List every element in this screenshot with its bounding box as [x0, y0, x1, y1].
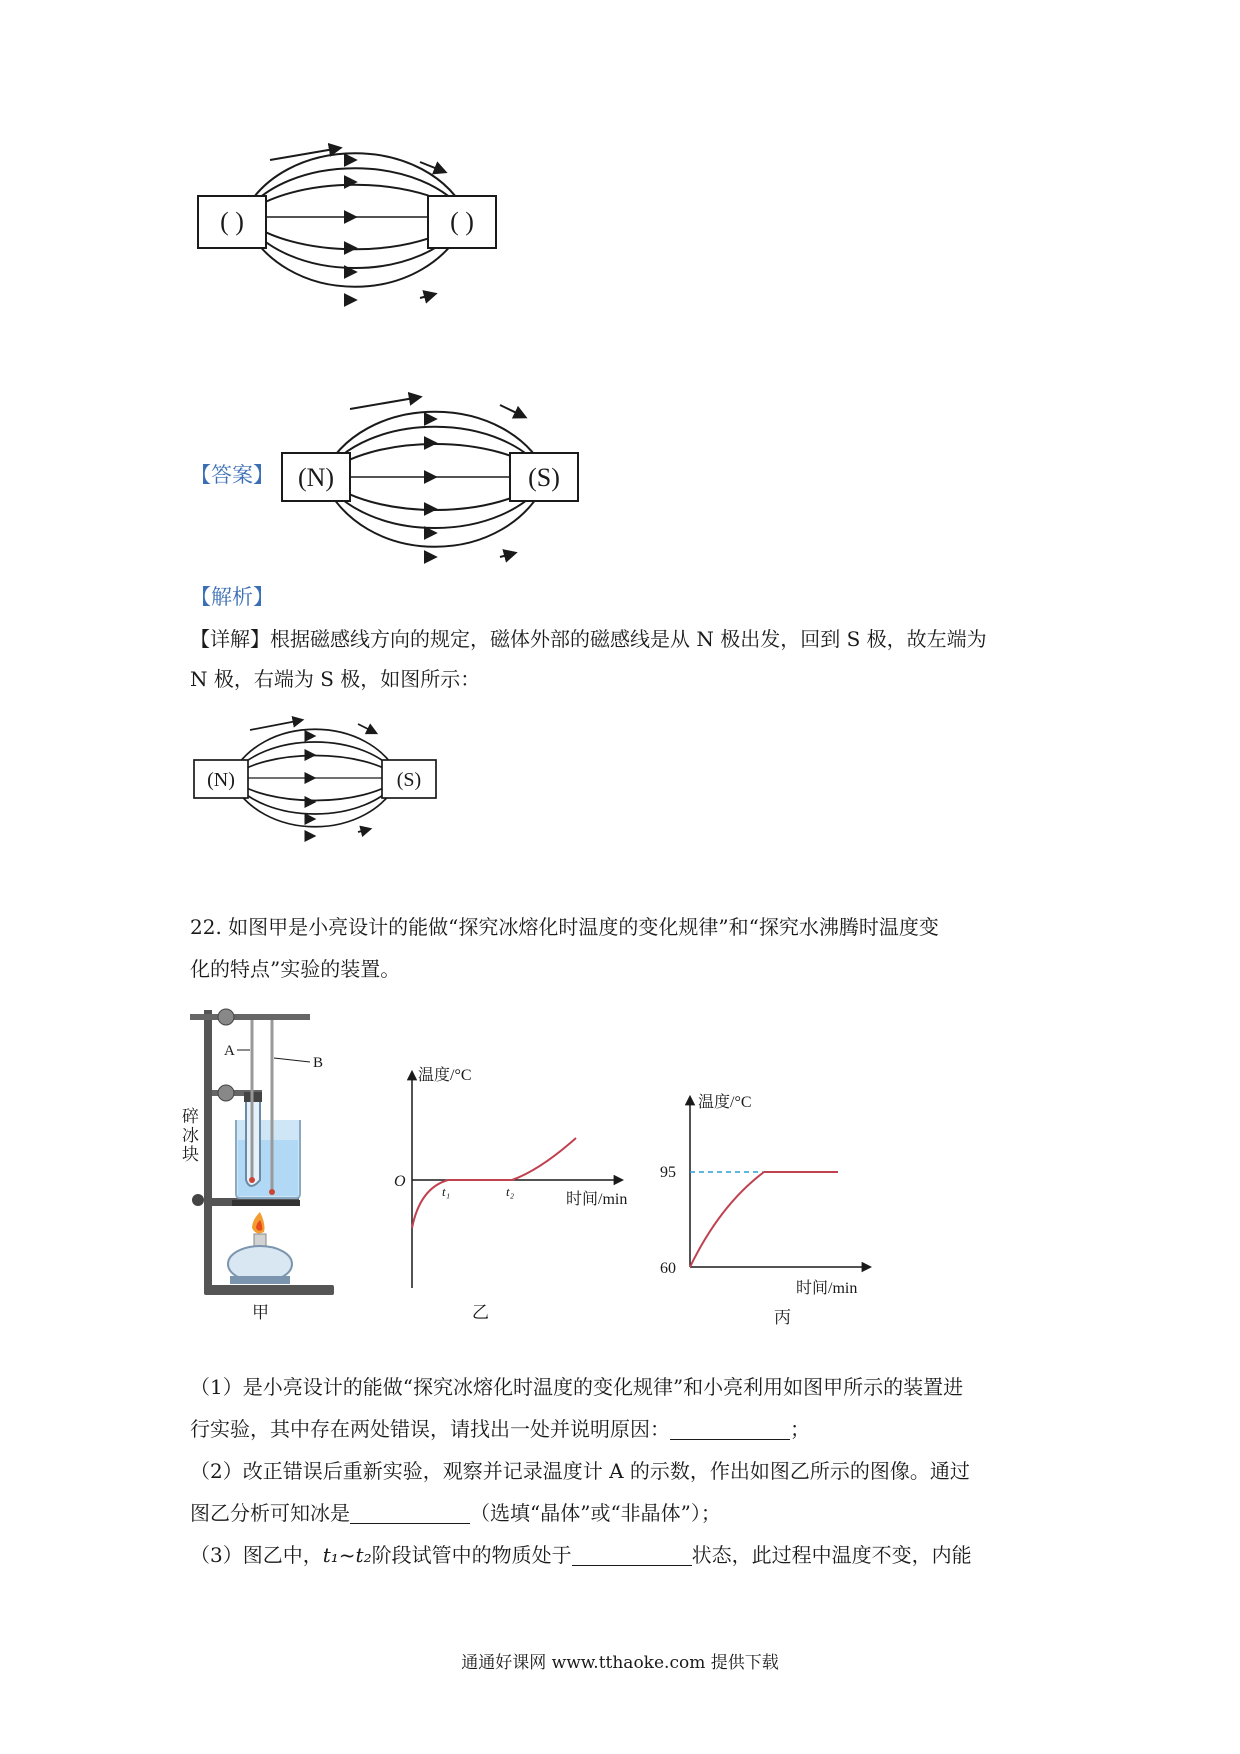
- answer-label: 【答案】: [190, 463, 274, 487]
- detail-label: 【详解】: [190, 627, 270, 651]
- ice-label-2: 冰: [182, 1126, 199, 1145]
- sub1-line-2: 行实验，其中存在两处错误，请找出一处并说明原因： ；: [190, 1417, 810, 1441]
- analysis-label: 【解析】: [190, 585, 274, 609]
- yi-t2: t₂: [506, 1184, 515, 1199]
- ice-label-1: 碎: [182, 1107, 199, 1126]
- answer-right-pole: (S): [528, 463, 560, 492]
- caption-yi: 乙: [472, 1303, 489, 1322]
- sub3-line: （3）图乙中，t₁~t₂阶段试管中的物质处于 状态，此过程中温度不变，内能: [190, 1543, 972, 1567]
- bing-tick-95: 95: [660, 1164, 676, 1181]
- yi-t1: t₁: [442, 1184, 451, 1199]
- yi-curve-heating-liquid: [512, 1138, 576, 1180]
- answer-blank-3[interactable]: [572, 1543, 692, 1566]
- sub1-line-1: （1）是小亮设计的能做“探究冰熔化时温度的变化规律”和小亮利用如图甲所示的装置进: [190, 1375, 964, 1399]
- figure-yi-chart: [390, 1060, 650, 1320]
- caption-jia: 甲: [252, 1303, 269, 1322]
- sub2-line-2: 图乙分析可知冰是 （选填“晶体”或“非晶体”）；: [190, 1501, 721, 1525]
- magnet-diagram-detail: [190, 708, 440, 858]
- sub2-line-1: （2）改正错误后重新实验，观察并记录温度计 A 的示数，作出如图乙所示的图像。通过: [190, 1459, 970, 1483]
- q22-line-2: 化的特点”实验的装置。: [190, 957, 401, 981]
- right-pole-blank: ( ): [450, 207, 474, 236]
- yi-xlabel: 时间/min: [566, 1191, 628, 1208]
- yi-ylabel: 温度/°C: [418, 1067, 472, 1084]
- detail-line-2: N 极，右端为 S 极，如图所示：: [190, 667, 481, 691]
- q22-line-1: 22. 如图甲是小亮设计的能做“探究冰熔化时温度的变化规律”和“探究水沸腾时温度变: [190, 915, 939, 939]
- bing-ylabel: 温度/°C: [698, 1094, 752, 1111]
- answer-left-pole: (N): [297, 463, 335, 492]
- bing-curve-heating: [690, 1172, 764, 1267]
- answer-blank-1[interactable]: [670, 1417, 790, 1440]
- bing-tick-60: 60: [660, 1260, 676, 1277]
- detail-line-1: 【详解】根据磁感线方向的规定，磁体外部的磁感线是从 N 极出发，回到 S 极，故左端为: [190, 627, 987, 651]
- magnet-diagram-answer: [270, 385, 610, 585]
- figure-jia-apparatus: [182, 1000, 350, 1322]
- ice-label-3: 块: [182, 1145, 199, 1164]
- answer-blank-2[interactable]: [350, 1501, 470, 1524]
- bing-xlabel: 时间/min: [796, 1280, 858, 1297]
- page-footer: 通通好课网 www.tthaoke.com 提供下载: [461, 1653, 779, 1673]
- yi-origin: O: [394, 1173, 406, 1190]
- figure-bing-chart: [660, 1085, 910, 1325]
- magnet-diagram-blank: [190, 140, 530, 345]
- left-pole-blank: ( ): [220, 207, 244, 236]
- detail-left-pole: (N): [207, 769, 235, 791]
- label-a: A: [224, 1043, 235, 1059]
- detail-right-pole: (S): [396, 769, 422, 791]
- label-b: B: [313, 1055, 324, 1071]
- caption-bing: 丙: [774, 1308, 791, 1327]
